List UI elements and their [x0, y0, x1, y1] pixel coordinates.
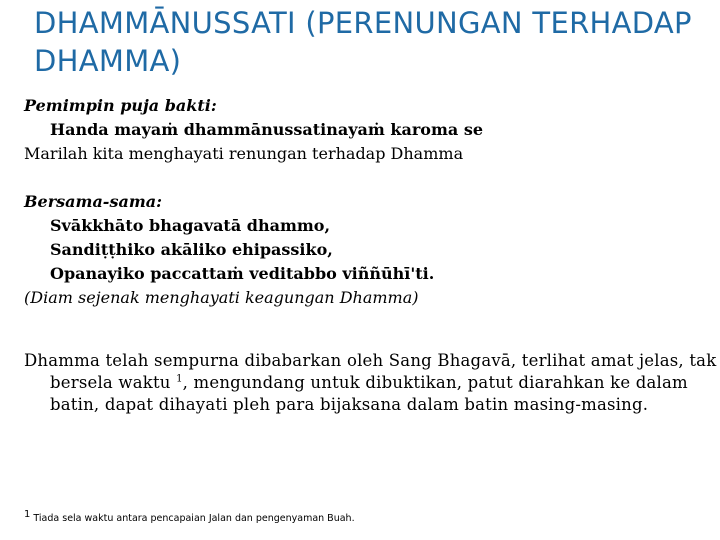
- together-role-label: Bersama-sama:: [24, 192, 163, 211]
- translation-paragraph: [24, 350, 720, 416]
- leader-role-label: Pemimpin puja bakti:: [24, 96, 217, 115]
- pali-verse-line-2: Sandiṭṭhiko akāliko ehipassiko,: [50, 240, 333, 259]
- leader-pali-line: Handa mayaṁ dhammānussatinayaṁ karoma se: [50, 120, 484, 139]
- footnote-marker: 1: [24, 508, 31, 520]
- silent-reflection-note: (Diam sejenak menghayati keagungan Dhamma): [24, 288, 419, 307]
- chant-body: [24, 94, 714, 310]
- translation-text-part-1: Dhamma telah sempurna dibabarkan oleh Sang Bhagavā, terlihat amat jelas, tak bersela waktu: [24, 351, 717, 392]
- pali-verse-line-1: Svākkhāto bhagavatā dhammo,: [50, 216, 331, 235]
- spacer: [24, 166, 714, 190]
- footnote-reference: 1: [176, 373, 183, 385]
- leader-translation: Marilah kita menghayati renungan terhadap Dhamma: [24, 144, 464, 163]
- translation-text-part-2: , mengundang untuk dibuktikan, patut diarahkan ke dalam batin, dapat dihayati pleh para bijaksana dalam batin masing-masing.: [50, 373, 688, 414]
- page-title: DHAMMĀNUSSATI (PERENUNGAN TERHADAP DHAMMA): [34, 6, 692, 78]
- footnote: [24, 508, 355, 526]
- pali-verse-line-3: Opanayiko paccattaṁ veditabbo viññūhī'ti.: [50, 264, 435, 283]
- footnote-text: Tiada sela waktu antara pencapaian Jalan dan pengenyaman Buah.: [33, 513, 355, 524]
